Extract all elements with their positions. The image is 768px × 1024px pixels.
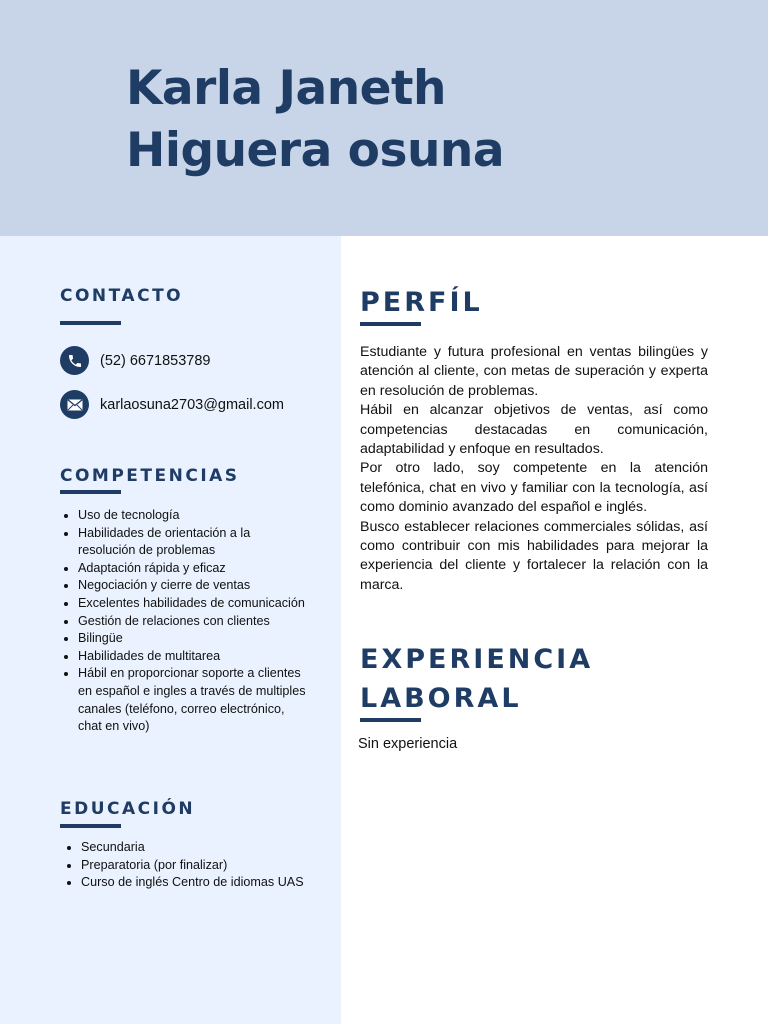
skills-heading-underline <box>60 490 121 494</box>
profile-heading <box>360 283 483 322</box>
list-item: • Adaptación rápida y eficaz <box>78 560 308 578</box>
list-item: • Curso de inglés Centro de idiomas UAS <box>81 874 311 892</box>
list-item: • Hábil en proporcionar soporte a clientes en español e ingles a través de multiples canales (teléfono, correo electrónico, chat en vivo) <box>78 665 308 735</box>
name-line-1: Karla Janeth <box>126 61 446 116</box>
phone-icon <box>60 346 89 375</box>
list-item: • Habilidades de orientación a la resolución de problemas <box>78 525 308 560</box>
skills-heading: COMPETENCIAS <box>60 466 240 486</box>
list-item: • Excelentes habilidades de comunicación <box>78 595 308 613</box>
profile-paragraph: Por otro lado, soy competente en la atención telefónica, chat en vivo y familiar con la tecnología, así como dominio avanzado del español e inglés. <box>360 460 708 516</box>
education-heading-underline <box>60 824 121 828</box>
education-list <box>63 839 311 892</box>
list-item: • Habilidades de multitarea <box>78 648 308 666</box>
experience-heading-line-1: EXPERIENCIA <box>360 644 594 675</box>
list-item: • Secundaria <box>81 839 311 857</box>
candidate-name <box>126 58 504 182</box>
list-item: • Preparatoria (por finalizar) <box>81 857 311 875</box>
experience-heading <box>360 640 593 718</box>
email-address: karlaosuna2703@gmail.com <box>100 396 284 413</box>
list-item: • Negociación y cierre de ventas <box>78 577 308 595</box>
list-item: • Bilingüe <box>78 630 308 648</box>
list-item: • Gestión de relaciones con clientes <box>78 613 308 631</box>
profile-heading-text: PERFÍL <box>360 287 483 318</box>
profile-paragraph: Busco establecer relaciones commerciales sólidas, así como contribuir con mis habilidades para mejorar la experiencia del cliente y fortalecer la relación con la marca. <box>360 518 708 593</box>
profile-text <box>360 343 708 595</box>
skills-list <box>60 507 308 736</box>
contact-phone-row <box>60 346 210 375</box>
contact-heading: CONTACTO <box>60 286 184 306</box>
list-item: • Uso de tecnología <box>78 507 308 525</box>
experience-text: Sin experiencia <box>358 736 458 752</box>
phone-number: (52) 6671853789 <box>100 352 211 369</box>
profile-paragraph: Hábil en alcanzar objetivos de ventas, así como competencias destacadas en comunicación, adaptabilidad y enfoque en resultados. <box>360 402 708 458</box>
contact-email-row <box>60 390 284 419</box>
profile-heading-underline <box>360 322 421 326</box>
name-line-2: Higuera osuna <box>126 123 505 178</box>
profile-paragraph: Estudiante y futura profesional en ventas bilingües y atención al cliente, con metas de superación y experta en resolución de problemas. <box>360 344 708 399</box>
experience-heading-line-2: LABORAL <box>360 683 522 714</box>
contact-heading-underline <box>60 321 121 325</box>
experience-heading-underline <box>360 718 421 722</box>
education-heading: EDUCACIÓN <box>60 799 196 819</box>
email-icon <box>60 390 89 419</box>
